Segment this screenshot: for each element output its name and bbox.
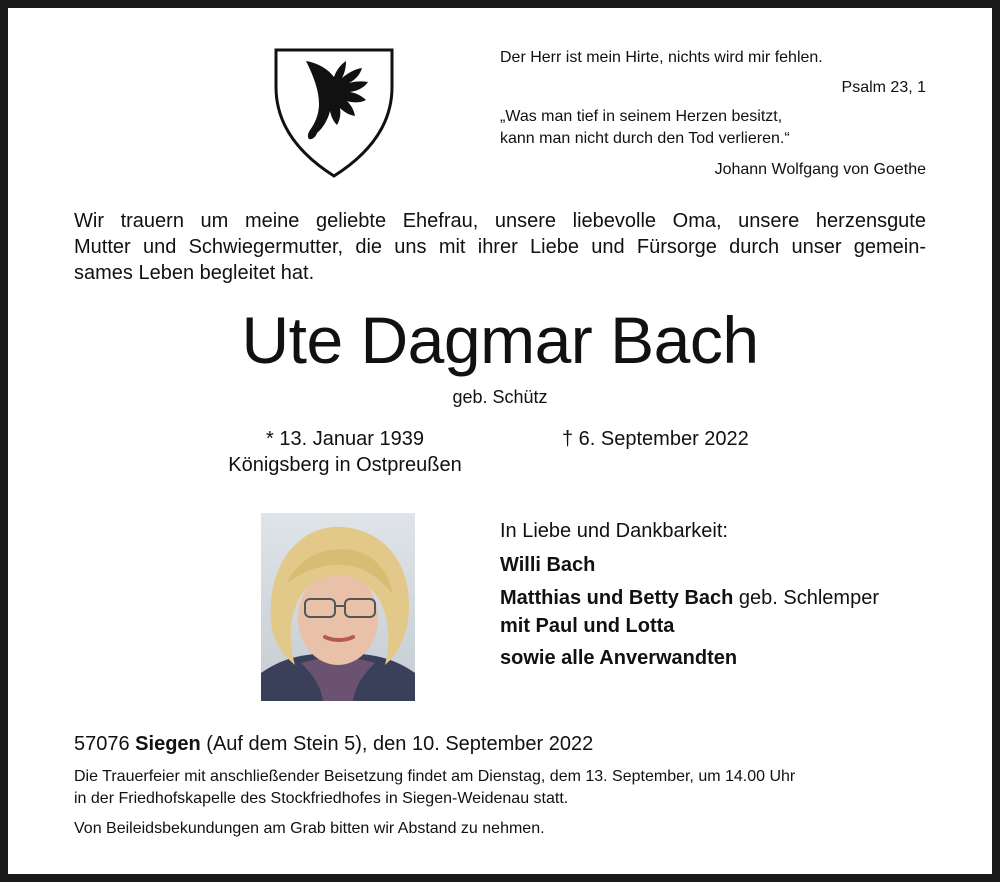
portrait-photo	[261, 513, 415, 701]
intro-line: Wir trauern um meine geliebte Ehefrau, unsere liebevolle Oma, unsere herzensgute	[74, 210, 926, 232]
quote-source: Psalm 23, 1	[841, 79, 926, 96]
deceased-name: Ute Dagmar Bach	[241, 303, 759, 377]
family-member-name: Matthias und Betty Bach	[500, 587, 734, 609]
maiden-name: geb. Schütz	[452, 387, 548, 407]
postal-code: 57076	[74, 733, 136, 755]
family-member	[500, 585, 879, 611]
quote-line: „Was man tief in seinem Herzen besitzt,	[500, 108, 783, 125]
service-info: in der Friedhofskapelle des Stockfriedhofes in Siegen-Weidenau statt.	[74, 790, 569, 807]
family-member: sowie alle Anverwandten	[500, 647, 738, 669]
address-date-line	[74, 731, 593, 757]
service-info: Die Trauerfeier mit anschließender Beisetzung findet am Dienstag, dem 13. September, um 14.00 Uhr	[74, 768, 796, 785]
family-member: mit Paul und Lotta	[500, 615, 675, 637]
address-date: (Auf dem Stein 5), den 10. September 2022	[200, 733, 594, 755]
quote-line: kann man nicht durch den Tod verlieren.“	[500, 130, 790, 147]
birth-block	[213, 426, 477, 478]
birth-date: * 13. Januar 1939	[266, 428, 424, 450]
intro-line: sames Leben begleitet hat.	[74, 262, 315, 284]
death-date: † 6. September 2022	[562, 428, 749, 450]
intro-line: Mutter und Schwiegermutter, die uns mit ihrer Liebe und Fürsorge durch unser gemein-	[74, 236, 926, 258]
family-heading: In Liebe und Dankbarkeit:	[500, 520, 728, 542]
condolence-note: Von Beileidsbekundungen am Grab bitten wir Abstand zu nehmen.	[74, 820, 545, 837]
quote-line: Der Herr ist mein Hirte, nichts wird mir fehlen.	[500, 49, 823, 66]
intro-text	[74, 208, 926, 286]
city: Siegen	[135, 733, 201, 755]
quote-source: Johann Wolfgang von Goethe	[714, 161, 926, 178]
family-member: Willi Bach	[500, 554, 596, 576]
wing-crest-icon	[272, 47, 396, 179]
birth-place: Königsberg in Ostpreußen	[228, 454, 462, 476]
family-member-note: geb. Schlemper	[733, 587, 879, 609]
